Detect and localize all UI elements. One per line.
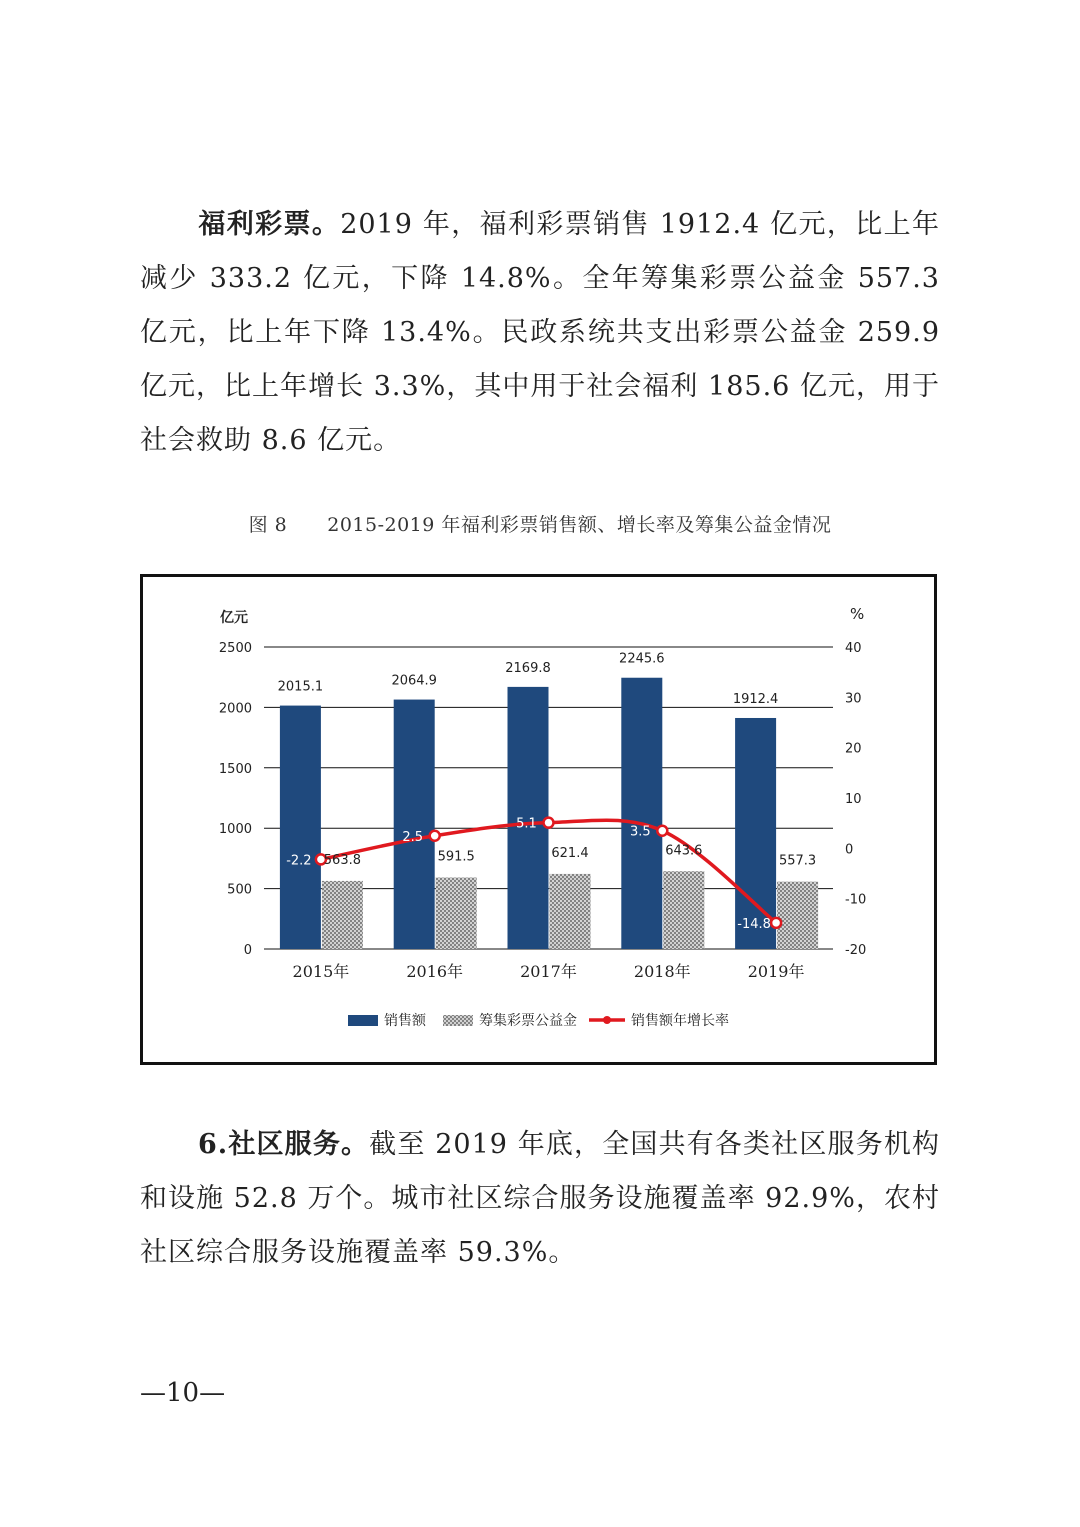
y2-tick-label: 0 [845,842,854,858]
y2-axis-label: % [850,605,865,623]
data-label-sales: 2169.8 [505,660,551,676]
data-label-sales: 2015.1 [277,679,324,695]
legend-label-fund: 筹集彩票公益金 [479,1013,577,1029]
y-tick-label: 2500 [218,641,252,656]
data-label-sales: 2245.6 [619,651,665,667]
legend-swatch-fund [443,1015,473,1026]
figure-caption [0,510,1080,537]
point-growth-rate [771,918,781,928]
point-growth-rate [430,831,440,841]
data-label-fund: 643.6 [665,843,703,859]
legend-label-growth-rate: 销售额年增长率 [631,1013,729,1029]
y2-tick-label: 20 [845,741,862,757]
y2-tick-label: 10 [845,792,862,807]
bar-fund [550,874,591,949]
data-label-sales: 1912.4 [732,691,779,707]
bar-fund [436,878,477,949]
bar-sales [394,700,435,949]
data-label-fund: 563.8 [323,852,362,868]
lottery-chart [143,577,934,1062]
legend-label-sales: 销售额 [384,1013,426,1029]
point-growth-rate [544,818,554,828]
data-label-fund: 591.5 [437,849,475,865]
point-growth-rate [657,826,667,836]
paragraph-lead-welfare-lottery: 福利彩票。 [198,209,341,240]
bar-sales [280,706,321,949]
bar-sales [735,718,776,949]
paragraph-welfare-lottery [140,198,940,468]
y2-tick-label: 30 [845,691,862,707]
page-number: —10— [140,1378,226,1408]
y-tick-label: 500 [227,882,252,898]
data-label-growth-rate: -2.2 [286,853,312,869]
y-axis-label: 亿元 [220,610,248,626]
y2-tick-label: -20 [845,943,867,958]
bar-fund [777,882,818,949]
y2-tick-label: -10 [845,892,867,908]
paragraph-body-welfare-lottery: 2019 年，福利彩票销售 1912.4 亿元，比上年减少 333.2 亿元，下降 14.8%。全年筹集彩票公益金 557.3 亿元，比上年下降 13.4%。民政系统共支出彩票公益金 259.9 亿元，比上年增长 3.3%，其中用于社会福利 185.6 亿元，用于社会救助 8.6 亿元。 [140,209,941,456]
chart-frame [140,574,937,1065]
x-tick-label: 2016年 [406,962,464,981]
bar-sales [621,678,662,949]
data-label-growth-rate: 2.5 [402,829,424,845]
x-tick-label: 2017年 [520,962,577,981]
data-label-growth-rate: 5.1 [516,816,537,832]
data-label-fund: 621.4 [551,845,589,861]
data-label-fund: 557.3 [778,853,817,869]
x-tick-label: 2018年 [633,962,691,981]
y-tick-label: 2000 [218,701,252,717]
y-tick-label: 0 [243,943,252,958]
paragraph-body-community-service: 截至 2019 年底，全国共有各类社区服务机构和设施 52.8 万个。城市社区综合服务设施覆盖率 92.9%，农村社区综合服务设施覆盖率 59.3%。 [140,1129,940,1268]
y-tick-label: 1000 [218,822,252,838]
x-tick-label: 2015年 [292,962,350,981]
legend-swatch-sales [348,1015,378,1026]
paragraph-lead-community-service: 6.社区服务。 [198,1129,370,1160]
y2-tick-label: 40 [845,641,862,656]
x-tick-label: 2019年 [747,962,805,981]
legend-marker-growth-rate [603,1016,611,1024]
data-label-growth-rate: -14.8 [737,916,771,932]
paragraph-community-service [140,1118,940,1280]
figure-number: 图 8 [248,514,288,536]
bar-fund [322,881,363,949]
figure-title: 2015-2019 年福利彩票销售额、增长率及筹集公益金情况 [327,514,832,536]
data-label-sales: 2064.9 [391,673,437,689]
data-label-growth-rate: 3.5 [629,824,651,840]
bar-fund [663,871,704,949]
y-tick-label: 1500 [218,761,252,777]
